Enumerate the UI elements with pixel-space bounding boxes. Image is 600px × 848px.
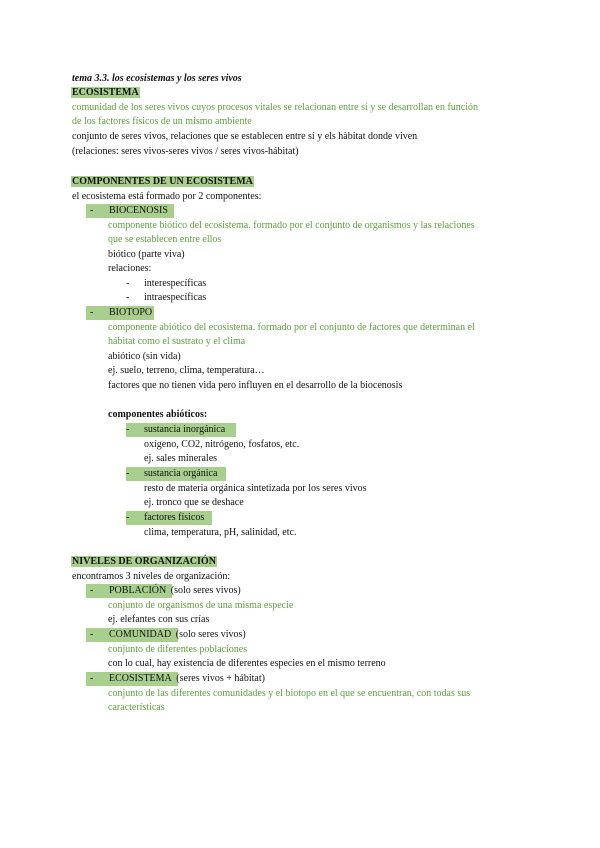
bullet-dash: -	[126, 424, 130, 435]
text-line: con lo cual, hay existencia de diferentes especies en el mismo terreno	[108, 658, 386, 669]
definition-line: conjunto de diferentes poblaciones	[108, 644, 248, 655]
section-heading-niveles	[71, 555, 217, 569]
heading-text: ECOSISTEMA	[72, 87, 139, 98]
item-label: ECOSISTEMA	[109, 673, 172, 684]
text-line: ej. sales minerales	[144, 453, 218, 464]
document-title: tema 3.3. los ecosistemas y los seres vivos	[72, 73, 242, 84]
bullet-dash: -	[90, 629, 94, 640]
text-line: encontramos 3 niveles de organización:	[72, 571, 231, 582]
text-line: conjunto de seres vivos, relaciones que se establecen entre sí y els hàbitat donde viven	[72, 131, 418, 142]
item-text: intraespecíficas	[144, 292, 207, 303]
item-label-row	[108, 672, 265, 686]
subheading-componentes-abioticos: componentes abióticos:	[108, 409, 208, 420]
item-label: factores físicos	[144, 512, 205, 523]
definition-line: conjunto de organismos de una misma especie	[108, 600, 294, 611]
item-note: (solo seres vivos)	[173, 629, 246, 640]
item-text: interespecíficas	[144, 278, 207, 289]
item-label: COMUNIDAD	[109, 629, 172, 640]
text-line: relaciones:	[108, 263, 152, 274]
list-item-biocenosis	[86, 204, 174, 218]
item-label: sustancia orgánica	[144, 468, 218, 479]
list-item-factores-fisicos	[126, 511, 212, 525]
section-heading-componentes	[71, 175, 254, 189]
list-item-biotopo	[86, 306, 154, 320]
item-label: BIOTOPO	[109, 307, 153, 318]
definition-line: características	[108, 702, 165, 713]
definition-line: componente abiótico del ecosistema. formado por el conjunto de factores que determinan el	[108, 322, 475, 333]
bullet-dash: -	[126, 278, 130, 289]
item-label-row	[108, 584, 241, 598]
bullet-dash: -	[90, 205, 94, 216]
text-line: biótico (parte viva)	[108, 249, 185, 260]
list-item-sustancia-inorganica	[126, 423, 236, 437]
definition-line: comunidad de los seres vivos cuyos procesos vitales se relacionan entre sí y se desarrollan en función	[72, 102, 478, 113]
bullet-dash: -	[90, 673, 94, 684]
bullet-dash: -	[90, 307, 94, 318]
text-line: abiótico (sin vida)	[108, 351, 181, 362]
text-line: clima, temperatura, pH, salinidad, etc.	[144, 527, 297, 538]
section-heading-ecosistema	[71, 86, 140, 100]
text-line: ej. suelo, terreno, clima, temperatura…	[108, 365, 265, 376]
text-line: ej. tronco que se deshace	[144, 497, 244, 508]
item-label-row	[108, 628, 246, 642]
item-label: sustancia inorgánica	[144, 424, 226, 435]
definition-line: hábitat como el sustrato y el clima	[108, 336, 246, 347]
definition-line: que se establecen entre ellos	[108, 234, 222, 245]
definition-line: conjunto de las diferentes comunidades y el biotopo en el que se encuentran, con todas sus	[108, 688, 471, 699]
bullet-dash: -	[126, 512, 130, 523]
item-label: BIOCENOSIS	[109, 205, 168, 216]
text-line: resto de materia orgánica sintetizada por los seres vivos	[144, 483, 367, 494]
text-line: ej. elefantes con sus crías	[108, 614, 210, 625]
list-item-sustancia-organica	[126, 467, 226, 481]
text-line: oxígeno, CO2, nitrógeno, fosfatos, etc.	[144, 439, 300, 450]
text-line: factores que no tienen vida pero influyen en el desarrollo de la biocenosis	[108, 380, 403, 391]
bullet-dash: -	[90, 585, 94, 596]
item-note: (solo seres vivos)	[168, 585, 241, 596]
heading-text: COMPONENTES DE UN ECOSISTEMA	[72, 176, 253, 187]
heading-text: NIVELES DE ORGANIZACIÓN	[72, 556, 216, 567]
text-line: (relaciones: seres vivos-seres vivos / seres vivos-hábitat)	[72, 146, 299, 157]
definition-line: de los factores físicos de un mismo ambiente	[72, 116, 252, 127]
bullet-dash: -	[126, 468, 130, 479]
item-label: POBLACIÓN	[109, 585, 167, 596]
bullet-dash: -	[126, 292, 130, 303]
definition-line: componente biótico del ecosistema. formado por el conjunto de organismos y las relaciones	[108, 220, 475, 231]
text-line: el ecosistema está formado por 2 componentes:	[72, 191, 262, 202]
item-note: (seres vivos + hábitat)	[173, 673, 265, 684]
